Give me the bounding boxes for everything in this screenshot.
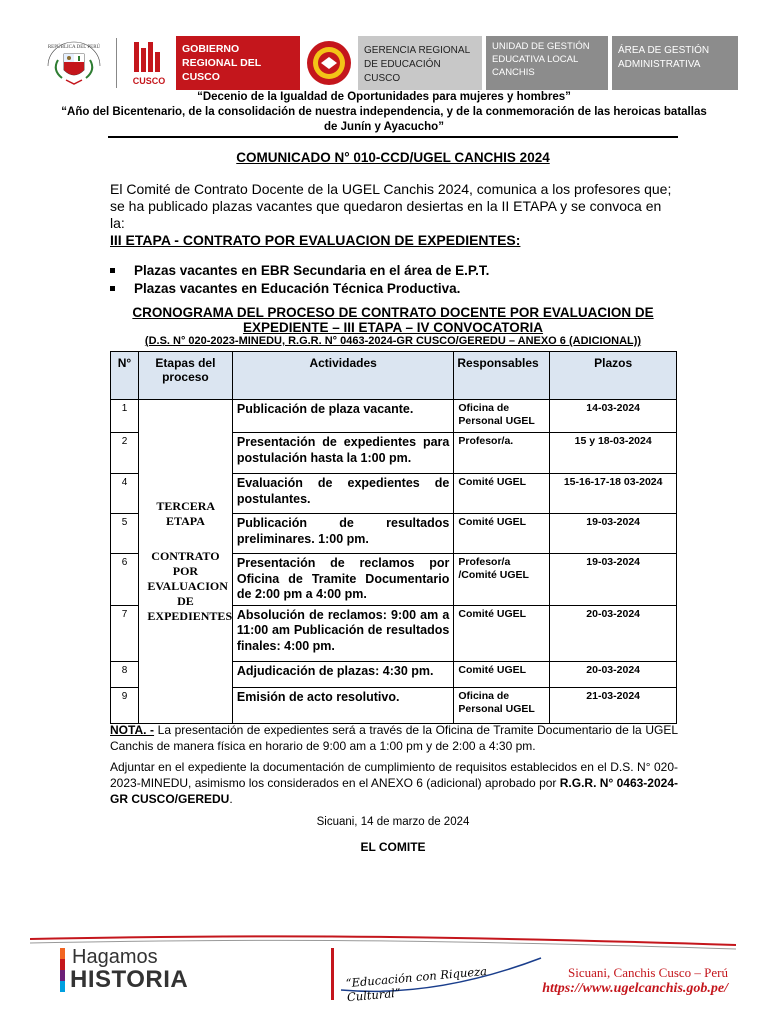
date-line: Sicuani, 14 de marzo de 2024	[316, 816, 470, 828]
svg-text:CUSCO: CUSCO	[132, 76, 166, 86]
tercera-etapa-heading: III ETAPA - CONTRATO POR EVALUACION DE EXPEDIENTES:	[110, 232, 521, 248]
svg-text:REPÚBLICA DEL PERÚ: REPÚBLICA DEL PERÚ	[47, 45, 101, 50]
gerencia-box: GERENCIA REGIONAL DE EDUCACIÓN CUSCO	[358, 36, 482, 90]
intro-text: El Comité de Contrato Docente de la UGEL Canchis 2024, comunica a los profesores que; se ha publicado plazas vacantes que quedaron desiertas en la II ETAPA y se convoca en la:	[110, 181, 672, 231]
geredu-seal-icon	[304, 38, 354, 88]
schedule-subtitle: (D.S. N° 020-2023-MINEDU, R.G.R. N° 0463-2024-GR CUSCO/GEREDU – ANEXO 6 (ADICIONAL))	[144, 335, 642, 347]
nota-paragraph	[110, 722, 678, 754]
table-row: 9 Emisión de acto resolutivo. Oficina de Personal UGEL 21-03-2024	[111, 687, 677, 723]
list-item: Plazas vacantes en EBR Secundaria en el área de E.P.T.	[110, 262, 676, 280]
col-header-actividades: Actividades	[232, 352, 453, 400]
table-row: 1 TERCERA ETAPA CONTRATO POR EVALUACION DE EXPEDIENTES Publicación de plaza vacante. Oficina de Personal UGEL 14-03-2024	[111, 400, 677, 433]
decenio-text: “Decenio de la Igualdad de Oportunidades para mujeres y hombres”	[197, 91, 571, 103]
header-divider	[116, 38, 117, 88]
footer-address: Sicuani, Canchis Cusco – Perú	[568, 965, 728, 980]
etapa-cell	[138, 400, 232, 724]
bullet-icon	[110, 268, 115, 273]
table-row: 2 Presentación de expedientes para postulación hasta la 1:00 pm. Profesor/a. 15 y 18-03-2024	[111, 433, 677, 474]
historia-text: HISTORIA	[70, 966, 189, 993]
table-row: 7 Absolución de reclamos: 9:00 am a 11:00 am Publicación de resultados finales: 4:00 pm. Comité UGEL 20-03-2024	[111, 605, 677, 661]
col-header-n: N°	[111, 352, 139, 400]
header-rule	[108, 136, 678, 138]
col-header-responsables: Responsables	[454, 352, 550, 400]
col-header-etapas: Etapas del proceso	[138, 352, 232, 400]
col-header-plazos: Plazos	[550, 352, 677, 400]
etapa-b-label: CONTRATO POR EVALUACION DE EXPEDIENTES	[147, 548, 233, 623]
hagamos-historia-logo	[60, 946, 220, 996]
gobierno-regional-box: GOBIERNO REGIONAL DEL CUSCO	[176, 36, 300, 90]
vacancy-list	[110, 262, 676, 298]
schedule-title: CRONOGRAMA DEL PROCESO DE CONTRATO DOCENTE POR EVALUACION DE EXPEDIENTE – III ETAPA – IV CONVOCATORIA	[132, 305, 654, 335]
hagamos-text: Hagamos	[72, 946, 158, 968]
etapa-a-label: TERCERA ETAPA	[156, 498, 216, 528]
year-mottos	[60, 90, 708, 135]
cusco-region-logo	[124, 38, 174, 88]
schedule-table	[110, 351, 677, 724]
bullet-icon	[110, 286, 115, 291]
adjuntar-end: .	[229, 792, 233, 806]
anio-text: “Año del Bicentenario, de la consolidación de nuestra independencia, y de la conmemoración de las heroicas batallas de Junín y Ayacucho”	[61, 106, 707, 133]
table-row: 6 Presentación de reclamos por Oficina de Tramite Documentario de 2:00 pm a 4:00 pm. Profesor/a /Comité UGEL 19-03-2024	[111, 554, 677, 606]
intro-paragraph	[110, 181, 676, 249]
table-row: 8 Adjudicación de plazas: 4:30 pm. Comité UGEL 20-03-2024	[111, 661, 677, 687]
adjuntar-rgr: R.G.R. N° 0463-2024-GR CUSCO/GEREDU	[110, 776, 678, 806]
table-row: 4 Evaluación de expedientes de postulantes. Comité UGEL 15-16-17-18 03-2024	[111, 474, 677, 514]
table-header-row	[111, 352, 677, 400]
letterhead	[40, 36, 740, 90]
adjuntar-text: Adjuntar en el expediente la documentación de cumplimiento de requisitos establecidos en el D.S. N° 020-2023-MINEDU, asimismo los considerados en el ANEXO 6 (adicional) aprobado por	[110, 760, 678, 790]
signature-line: EL COMITE	[360, 840, 426, 854]
slogan-bar	[331, 948, 334, 1000]
area-box: ÁREA DE GESTIÓN ADMINISTRATIVA	[612, 36, 738, 90]
list-item: Plazas vacantes en Educación Técnica Productiva.	[110, 280, 676, 298]
document-title: COMUNICADO N° 010-CCD/UGEL CANCHIS 2024	[236, 150, 550, 165]
peru-coat-of-arms-icon	[40, 36, 108, 90]
adjuntar-paragraph	[110, 759, 678, 807]
nota-label: NOTA. -	[110, 723, 155, 737]
table-row: 5 Publicación de resultados preliminares. 1:00 pm. Comité UGEL 19-03-2024	[111, 514, 677, 554]
ugel-box: UNIDAD DE GESTIÓN EDUCATIVA LOCAL CANCHIS	[486, 36, 608, 90]
footer-website-link[interactable]: https://www.ugelcanchis.gob.pe/	[542, 981, 728, 996]
slogan-text: “Educación con Riqueza Cultural”	[345, 963, 488, 1005]
nota-text: La presentación de expedientes será a través de la Oficina de Tramite Documentario de la UGEL Canchis de manera física en horario de 9:00 am a 1:00 pm y de 2:00 a 4:30 pm.	[110, 723, 678, 753]
hagamos-color-bar	[60, 948, 65, 992]
